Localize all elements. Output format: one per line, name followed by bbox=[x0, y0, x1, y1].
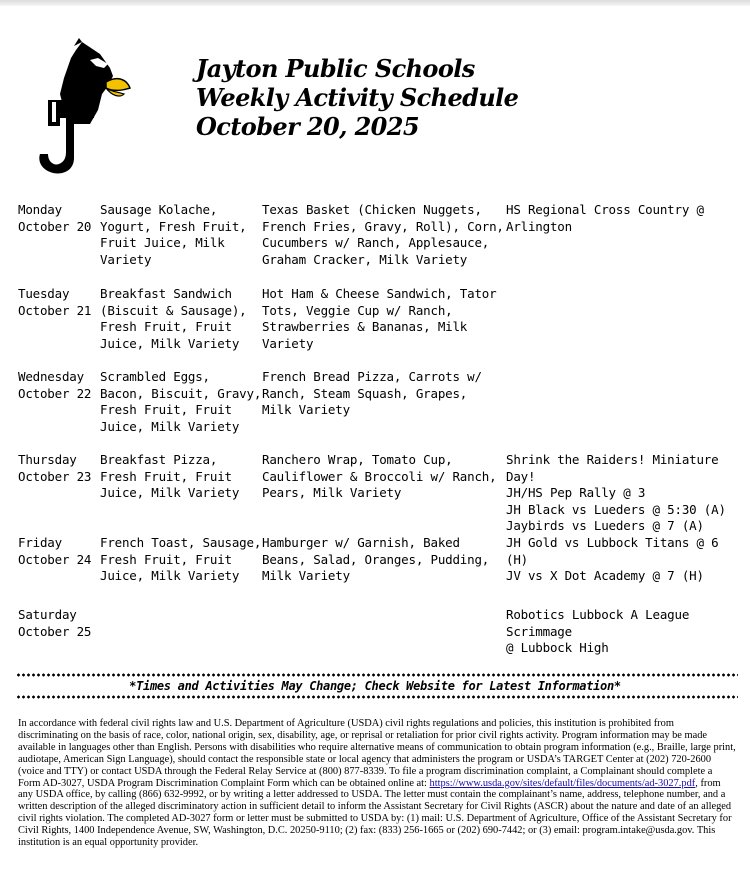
day-row-friday bbox=[18, 535, 742, 607]
day-date: October 24 bbox=[18, 551, 92, 567]
day-name: Saturday bbox=[18, 607, 77, 622]
day-name: Thursday bbox=[18, 452, 77, 467]
breakfast-line: Juice, Milk Variety bbox=[100, 418, 240, 434]
day-row-thursday bbox=[18, 452, 742, 535]
schedule-table bbox=[18, 202, 742, 656]
day-date: October 21 bbox=[18, 302, 92, 318]
legal-text-part-1: In accordance with federal civil rights law and U.S. Department of Agriculture (USDA) civil rights regulations and policies, this institution is prohibited from discriminating on the basis of race, color, national origin, sex, disability, age, or reprisal or retaliation for prior civil rights activity. Program information may be made available in languages other than English. Persons with disabilities who require alternative means of communication to obtain program information (e.g., Braille, large print, audiotape, American Sign Language), should contact the responsible state or local agency that administers the program or USDA’s TARGET Center at (202) 720-2600 (voice and TTY) or contact USDA through the Federal Relay Service at (800) 877-8339. To file a program discrimination complaint, a Complainant should complete a Form AD-3027, USDA Program Discrimination Complaint Form which can be obtained online at: bbox=[18, 718, 736, 789]
events-cell bbox=[506, 535, 742, 607]
breakfast-line: Sausage Kolache, bbox=[100, 202, 218, 217]
lunch-line: Pears, Milk Variety bbox=[262, 485, 402, 501]
lunch-cell bbox=[262, 535, 506, 607]
day-cell bbox=[18, 369, 100, 452]
breakfast-line: Fruit Juice, Milk Variety bbox=[100, 235, 225, 267]
breakfast-cell bbox=[100, 369, 262, 452]
events-cell bbox=[506, 286, 742, 369]
events-cell bbox=[506, 452, 742, 535]
breakfast-line: Juice, Milk Variety bbox=[100, 568, 240, 584]
lunch-line: Milk Variety bbox=[262, 568, 350, 584]
lunch-line: Beans, Salad, Oranges, Pudding, bbox=[262, 551, 490, 567]
event-line: Robotics Lubbock A League Scrimmage bbox=[506, 607, 690, 639]
day-row-monday bbox=[18, 202, 742, 286]
event-line: HS Regional Cross Country @ Arlington bbox=[506, 202, 704, 234]
lunch-line: French Fries, Gravy, Roll), Corn, bbox=[262, 218, 504, 234]
lunch-line: Hot Ham & Cheese Sandwich, Tator bbox=[262, 286, 497, 301]
day-cell bbox=[18, 535, 100, 607]
lunch-line: Cucumbers w/ Ranch, Applesauce, bbox=[262, 235, 490, 251]
breakfast-line: Fresh Fruit, Fruit bbox=[100, 319, 232, 335]
day-row-saturday bbox=[18, 607, 742, 656]
day-name: Monday bbox=[18, 202, 62, 217]
event-line: JH Gold vs Lubbock Titans @ 6 (H) bbox=[506, 535, 719, 567]
lunch-cell bbox=[262, 286, 506, 369]
breakfast-line: Scrambled Eggs, bbox=[100, 369, 210, 384]
breakfast-line: Yogurt, Fresh Fruit, bbox=[100, 218, 247, 234]
usda-form-link[interactable]: https://www.usda.gov/sites/default/files/documents/ad-3027.pdf bbox=[429, 777, 696, 789]
day-name: Tuesday bbox=[18, 286, 70, 301]
day-date: October 22 bbox=[18, 385, 92, 401]
day-cell bbox=[18, 202, 100, 286]
lunch-cell bbox=[262, 369, 506, 452]
school-name: Jayton Public Schools bbox=[196, 54, 475, 83]
day-row-wednesday bbox=[18, 369, 742, 452]
day-date: October 23 bbox=[18, 468, 92, 484]
top-shade bbox=[0, 0, 750, 6]
breakfast-line: Fresh Fruit, Fruit bbox=[100, 468, 232, 484]
schedule-title: Weekly Activity Schedule bbox=[196, 83, 519, 112]
day-date: October 25 bbox=[18, 623, 92, 639]
breakfast-line: Breakfast Sandwich bbox=[100, 286, 232, 301]
breakfast-line: Juice, Milk Variety bbox=[100, 485, 240, 501]
lunch-line: Cauliflower & Broccoli w/ Ranch, bbox=[262, 468, 497, 484]
schedule-date: October 20, 2025 bbox=[196, 112, 419, 141]
day-row-tuesday bbox=[18, 286, 742, 369]
schedule-notice: *Times and Activities May Change; Check Website for Latest Information* bbox=[129, 679, 621, 693]
lunch-line: Strawberries & Bananas, Milk Variety bbox=[262, 319, 468, 351]
events-cell bbox=[506, 202, 742, 286]
lunch-line: Hamburger w/ Garnish, Baked bbox=[262, 535, 460, 550]
day-cell bbox=[18, 607, 100, 647]
breakfast-cell bbox=[100, 286, 262, 369]
day-cell bbox=[18, 452, 100, 535]
dotted-divider-bottom bbox=[16, 695, 738, 699]
breakfast-cell bbox=[100, 452, 262, 535]
lunch-line: Graham Cracker, Milk Variety bbox=[262, 251, 468, 267]
day-cell bbox=[18, 286, 100, 369]
event-line: Jaybirds vs Lueders @ 7 (A) bbox=[506, 518, 704, 534]
event-line: Shrink the Raiders! Miniature Day! bbox=[506, 452, 719, 484]
breakfast-line: Juice, Milk Variety bbox=[100, 335, 240, 351]
event-line: JV vs X Dot Academy @ 7 (H) bbox=[506, 568, 704, 584]
event-line: JH/HS Pep Rally @ 3 bbox=[506, 485, 646, 501]
event-line: JH Black vs Lueders @ 5:30 (A) bbox=[506, 501, 726, 517]
lunch-cell bbox=[262, 202, 506, 286]
lunch-line: French Bread Pizza, Carrots w/ bbox=[262, 369, 482, 384]
lunch-line: Ranchero Wrap, Tomato Cup, bbox=[262, 452, 453, 467]
lunch-line: Texas Basket (Chicken Nuggets, bbox=[262, 202, 482, 217]
breakfast-line: Fresh Fruit, Fruit bbox=[100, 402, 232, 418]
breakfast-line: French Toast, Sausage, bbox=[100, 535, 262, 550]
legal-text-part-2: , from any USDA office, by calling (866) 632-9992, or by writing a letter addressed to USDA. The letter must contain the complainant’s name, address, telephone number, and a written description of the alleged discriminatory action in sufficient detail to inform the Assistant Secretary for Civil Rights (ASCR) about the nature and date of an alleged civil rights violation. The completed AD-3027 form or letter must be submitted to USDA by: (1) mail: U.S. Department of Agriculture, Office of the Assistant Secretary for Civil Rights, 1400 Independence Avenue, SW, Washington, D.C. 20250-9110; (2) fax: (833) 256-1665 or (202) 690-7442; or (3) email: program.intake@usda.gov. This institution is an equal opportunity provider. bbox=[18, 777, 732, 849]
day-date: October 20 bbox=[18, 218, 92, 234]
lunch-line: Milk Variety bbox=[262, 402, 350, 418]
events-cell bbox=[506, 607, 742, 656]
lunch-cell bbox=[262, 452, 506, 535]
breakfast-line: Bacon, Biscuit, Gravy, bbox=[100, 385, 262, 401]
breakfast-line: Breakfast Pizza, bbox=[100, 452, 218, 467]
lunch-line: Tots, Veggie Cup w/ Ranch, bbox=[262, 302, 453, 318]
event-line: @ Lubbock High bbox=[506, 640, 609, 656]
lunch-line: Ranch, Steam Squash, Grapes, bbox=[262, 385, 468, 401]
usda-nondiscrimination-statement bbox=[18, 718, 736, 849]
header bbox=[196, 54, 518, 141]
lunch-cell bbox=[262, 607, 506, 647]
events-cell bbox=[506, 369, 742, 452]
day-name: Wednesday bbox=[18, 369, 84, 384]
dotted-divider-top bbox=[16, 673, 738, 677]
breakfast-cell bbox=[100, 202, 262, 286]
day-name: Friday bbox=[18, 535, 62, 550]
breakfast-line: (Biscuit & Sausage), bbox=[100, 302, 247, 318]
jayhawk-logo-icon bbox=[24, 38, 136, 180]
breakfast-line: Fresh Fruit, Fruit bbox=[100, 551, 232, 567]
breakfast-cell bbox=[100, 535, 262, 607]
breakfast-cell bbox=[100, 607, 262, 647]
